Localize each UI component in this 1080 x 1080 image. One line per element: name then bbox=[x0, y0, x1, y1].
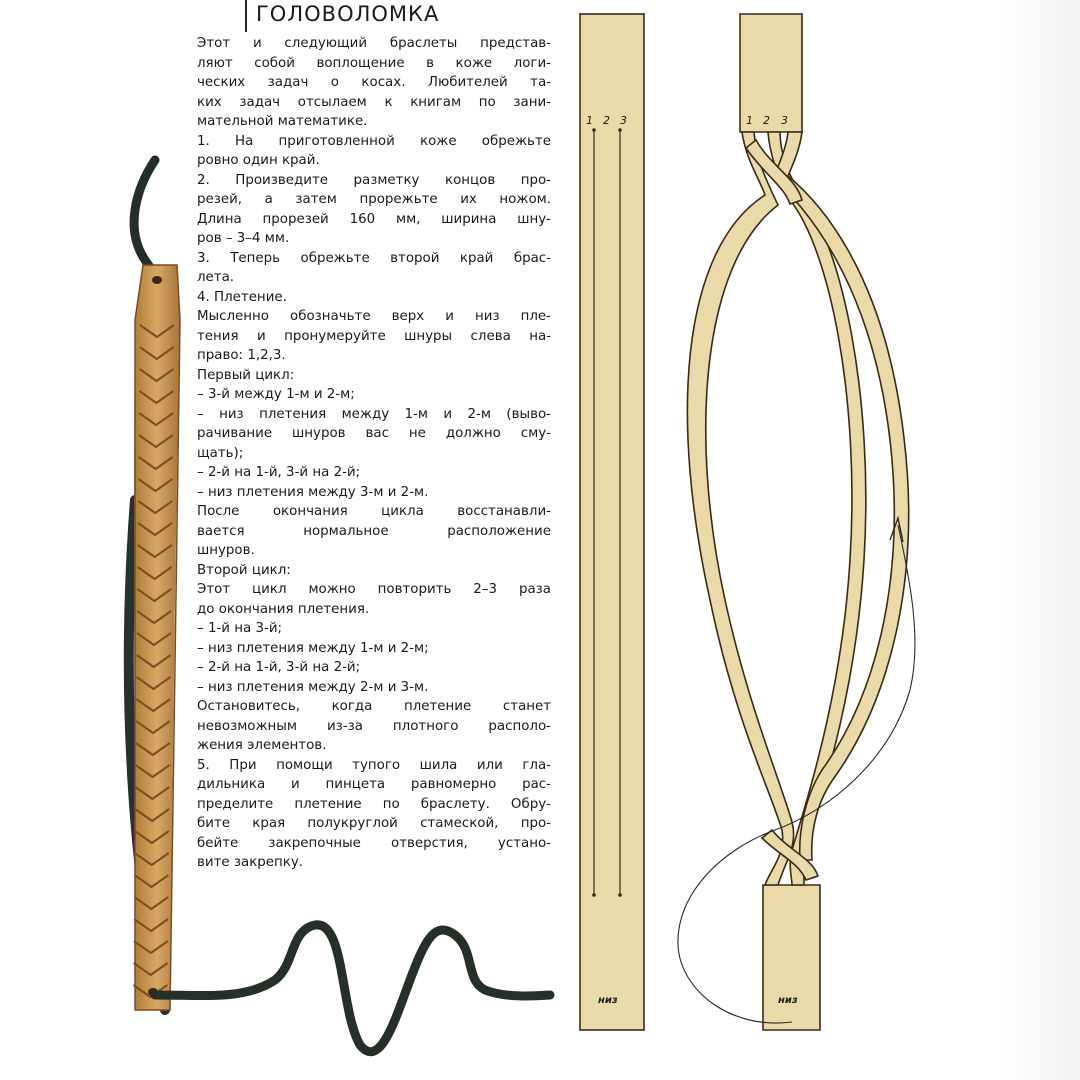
text-line: – 2-й на 1-й, 3-й на 2-й; bbox=[197, 465, 361, 480]
text-line: 5. При помощи тупого шила или гла- bbox=[197, 757, 551, 773]
strip-a-bottom-label: низ bbox=[598, 995, 618, 1006]
text-line: вается нормальное расположение bbox=[197, 523, 551, 539]
text-line: мательной математике. bbox=[197, 114, 368, 129]
strip-marked bbox=[580, 14, 644, 1030]
text-line: Этот цикл можно повторить 2–3 раза bbox=[197, 582, 551, 597]
text-line: Первый цикл: bbox=[197, 367, 295, 383]
text-line: Мысленно обозначьте верх и низ пле- bbox=[197, 309, 551, 324]
text-line: – 3-й между 1-м и 2-м; bbox=[197, 387, 355, 402]
text-line: Остановитесь, когда плетение станет bbox=[197, 699, 551, 714]
text-line: ровно один край. bbox=[197, 153, 320, 168]
text-line: лета. bbox=[197, 270, 235, 285]
strip-a-number-1: 1 bbox=[586, 114, 593, 127]
text-line: – низ плетения между 1-м и 2-м (выво- bbox=[197, 406, 551, 422]
text-line: 4. Плетение. bbox=[197, 289, 287, 305]
bracelet-photo bbox=[95, 150, 555, 1070]
text-line: После окончания цикла восстанавли- bbox=[197, 504, 551, 519]
text-line: шнуров. bbox=[197, 543, 255, 558]
text-line: – 2-й на 1-й, 3-й на 2-й; bbox=[197, 660, 361, 675]
text-line: резей, а затем прорежьте их ножом. bbox=[197, 192, 551, 207]
text-line: 3. Теперь обрежьте второй край брас- bbox=[197, 250, 551, 266]
text-line: тения и пронумеруйте шнуры слева на- bbox=[197, 328, 551, 344]
strip-b-number-2: 2 bbox=[763, 114, 770, 127]
text-line: ров – 3–4 мм. bbox=[197, 231, 290, 246]
text-line: – низ плетения между 3-м и 2-м. bbox=[197, 484, 429, 500]
text-line: дильника и пинцета равномерно рас- bbox=[197, 777, 551, 792]
text-line: Длина прорезей 160 мм, ширина шну- bbox=[197, 211, 551, 227]
text-line: пределите плетение по браслету. Обру- bbox=[197, 796, 551, 812]
page-heading: ГОЛОВОЛОМКА bbox=[256, 2, 440, 26]
heading-rule bbox=[245, 0, 247, 32]
strip-a-number-3: 3 bbox=[620, 114, 627, 127]
strip-a-number-2: 2 bbox=[603, 114, 610, 127]
text-line: право: 1,2,3. bbox=[197, 348, 286, 363]
strip-b-number-3: 3 bbox=[781, 114, 788, 127]
text-line: Этот и следующий браслеты представ- bbox=[197, 36, 551, 51]
text-line: бейте закрепочные отверстия, устано- bbox=[197, 835, 551, 851]
text-line: бите края полукруглой стамеской, про- bbox=[197, 816, 551, 831]
text-line: до окончания плетения. bbox=[197, 601, 370, 617]
text-line: ляют собой воплощение в коже логи- bbox=[197, 55, 551, 71]
text-line: вите закрепку. bbox=[197, 855, 304, 870]
braiding-diagram bbox=[560, 0, 1080, 1080]
text-line: ческих задач о косах. Любителей та- bbox=[197, 75, 551, 90]
text-line: Второй цикл: bbox=[197, 562, 291, 578]
strap-hole-top bbox=[152, 276, 162, 284]
text-line: щать); bbox=[197, 445, 244, 461]
text-line: – 1-й на 3-й; bbox=[197, 621, 283, 636]
leather-strap bbox=[134, 265, 180, 1010]
text-line: ких задач отсылаем к книгам по зани- bbox=[197, 94, 551, 110]
text-line: рачивание шнуров вас не должно сму- bbox=[197, 426, 551, 441]
text-line: – низ плетения между 1-м и 2-м; bbox=[197, 640, 429, 656]
text-line: жения элементов. bbox=[197, 738, 327, 753]
strip-braided bbox=[687, 14, 908, 1030]
cord-bottom bbox=[155, 925, 550, 1052]
text-line: 2. Произведите разметку концов про- bbox=[197, 172, 551, 188]
strip-b-number-1: 1 bbox=[746, 114, 753, 127]
text-line: невозможным из-за плотного располо- bbox=[197, 718, 551, 734]
strip-b-bottom-label: низ bbox=[778, 995, 798, 1006]
text-line: 1. На приготовленной коже обрежьте bbox=[197, 133, 551, 149]
text-line: – низ плетения между 2-м и 3-м. bbox=[197, 679, 429, 695]
